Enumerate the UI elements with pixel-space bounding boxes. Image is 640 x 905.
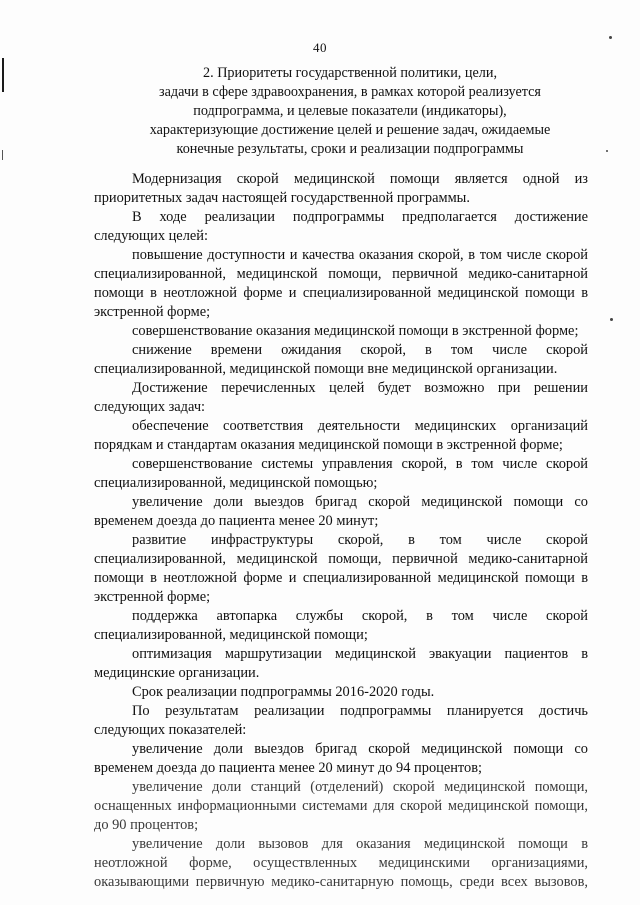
heading-line: характеризующие достижение целей и решение задач, ожидаемые: [149, 122, 551, 138]
section-heading: [60, 64, 640, 159]
paragraph: Достижение перечисленных целей будет возможно при решении следующих задач:: [94, 380, 588, 415]
heading-line: подпрограмма, и целевые показатели (индикаторы),: [193, 103, 507, 119]
task-item: совершенствование системы управления скорой, в том числе скорой специализированной, медицинской помощью;: [94, 456, 588, 491]
task-item: поддержка автопарка службы скорой, в том числе скорой специализированной, медицинской помощи;: [94, 608, 588, 643]
paragraph: Модернизация скорой медицинской помощи является одной из приоритетных задач настоящей государственной программы.: [94, 171, 588, 206]
goal-item: снижение времени ожидания скорой, в том числе скорой специализированной, медицинской помощи вне медицинской организации.: [94, 342, 588, 377]
task-item: увеличение доли выездов бригад скорой медицинской помощи со временем доезда до пациента менее 20 минут;: [94, 494, 588, 529]
body-text: [94, 170, 588, 892]
heading-line: конечные результаты, сроки и реализации подпрограммы: [176, 141, 524, 157]
goal-item: совершенствование оказания медицинской помощи в экстренной форме;: [132, 323, 579, 339]
indicator-item: увеличение доли вызовов для оказания медицинской помощи в неотложной форме, осуществленных медицинскими организациями, оказывающими первичную медико-санитарную помощь, среди всех вызовов,: [94, 836, 588, 890]
heading-line: 2. Приоритеты государственной политики, цели,: [203, 65, 497, 81]
page-number: 40: [313, 40, 327, 55]
task-item: обеспечение соответствия деятельности медицинских организаций порядкам и стандартам оказания медицинской помощи в экстренной форме;: [94, 418, 588, 453]
task-item: развитие инфраструктуры скорой, в том числе скорой специализированной, медицинской помощи, первичной медико-санитарной помощи в неотложной форме и специализированной медицинской помощи в экстренной форме;: [94, 532, 588, 605]
heading-line: задачи в сфере здравоохранения, в рамках которой реализуется: [159, 84, 541, 100]
scan-speck: [609, 36, 612, 39]
indicator-item: увеличение доли выездов бригад скорой медицинской помощи со временем доезда до пациента менее 20 минут до 94 процентов;: [94, 741, 588, 776]
scan-speck: [610, 318, 613, 321]
scan-edge-mark: [2, 58, 4, 92]
paragraph: По результатам реализации подпрограммы планируется достичь следующих показателей:: [94, 703, 588, 738]
task-item: оптимизация маршрутизации медицинской эвакуации пациентов в медицинские организации.: [94, 646, 588, 681]
paragraph: Срок реализации подпрограммы 2016-2020 годы.: [132, 684, 435, 700]
scan-edge-mark: [2, 150, 3, 160]
indicator-item: увеличение доли станций (отделений) скорой медицинской помощи, оснащенных информационными системами для скорой медицинской помощи, до 90 процентов;: [94, 779, 588, 833]
goal-item: повышение доступности и качества оказания скорой, в том числе скорой специализированной, медицинской помощи, первичной медико-санитарной помощи в неотложной форме и специализированной медицинской помощи в экстренной форме;: [94, 247, 588, 320]
paragraph: В ходе реализации подпрограммы предполагается достижение следующих целей:: [94, 209, 588, 244]
